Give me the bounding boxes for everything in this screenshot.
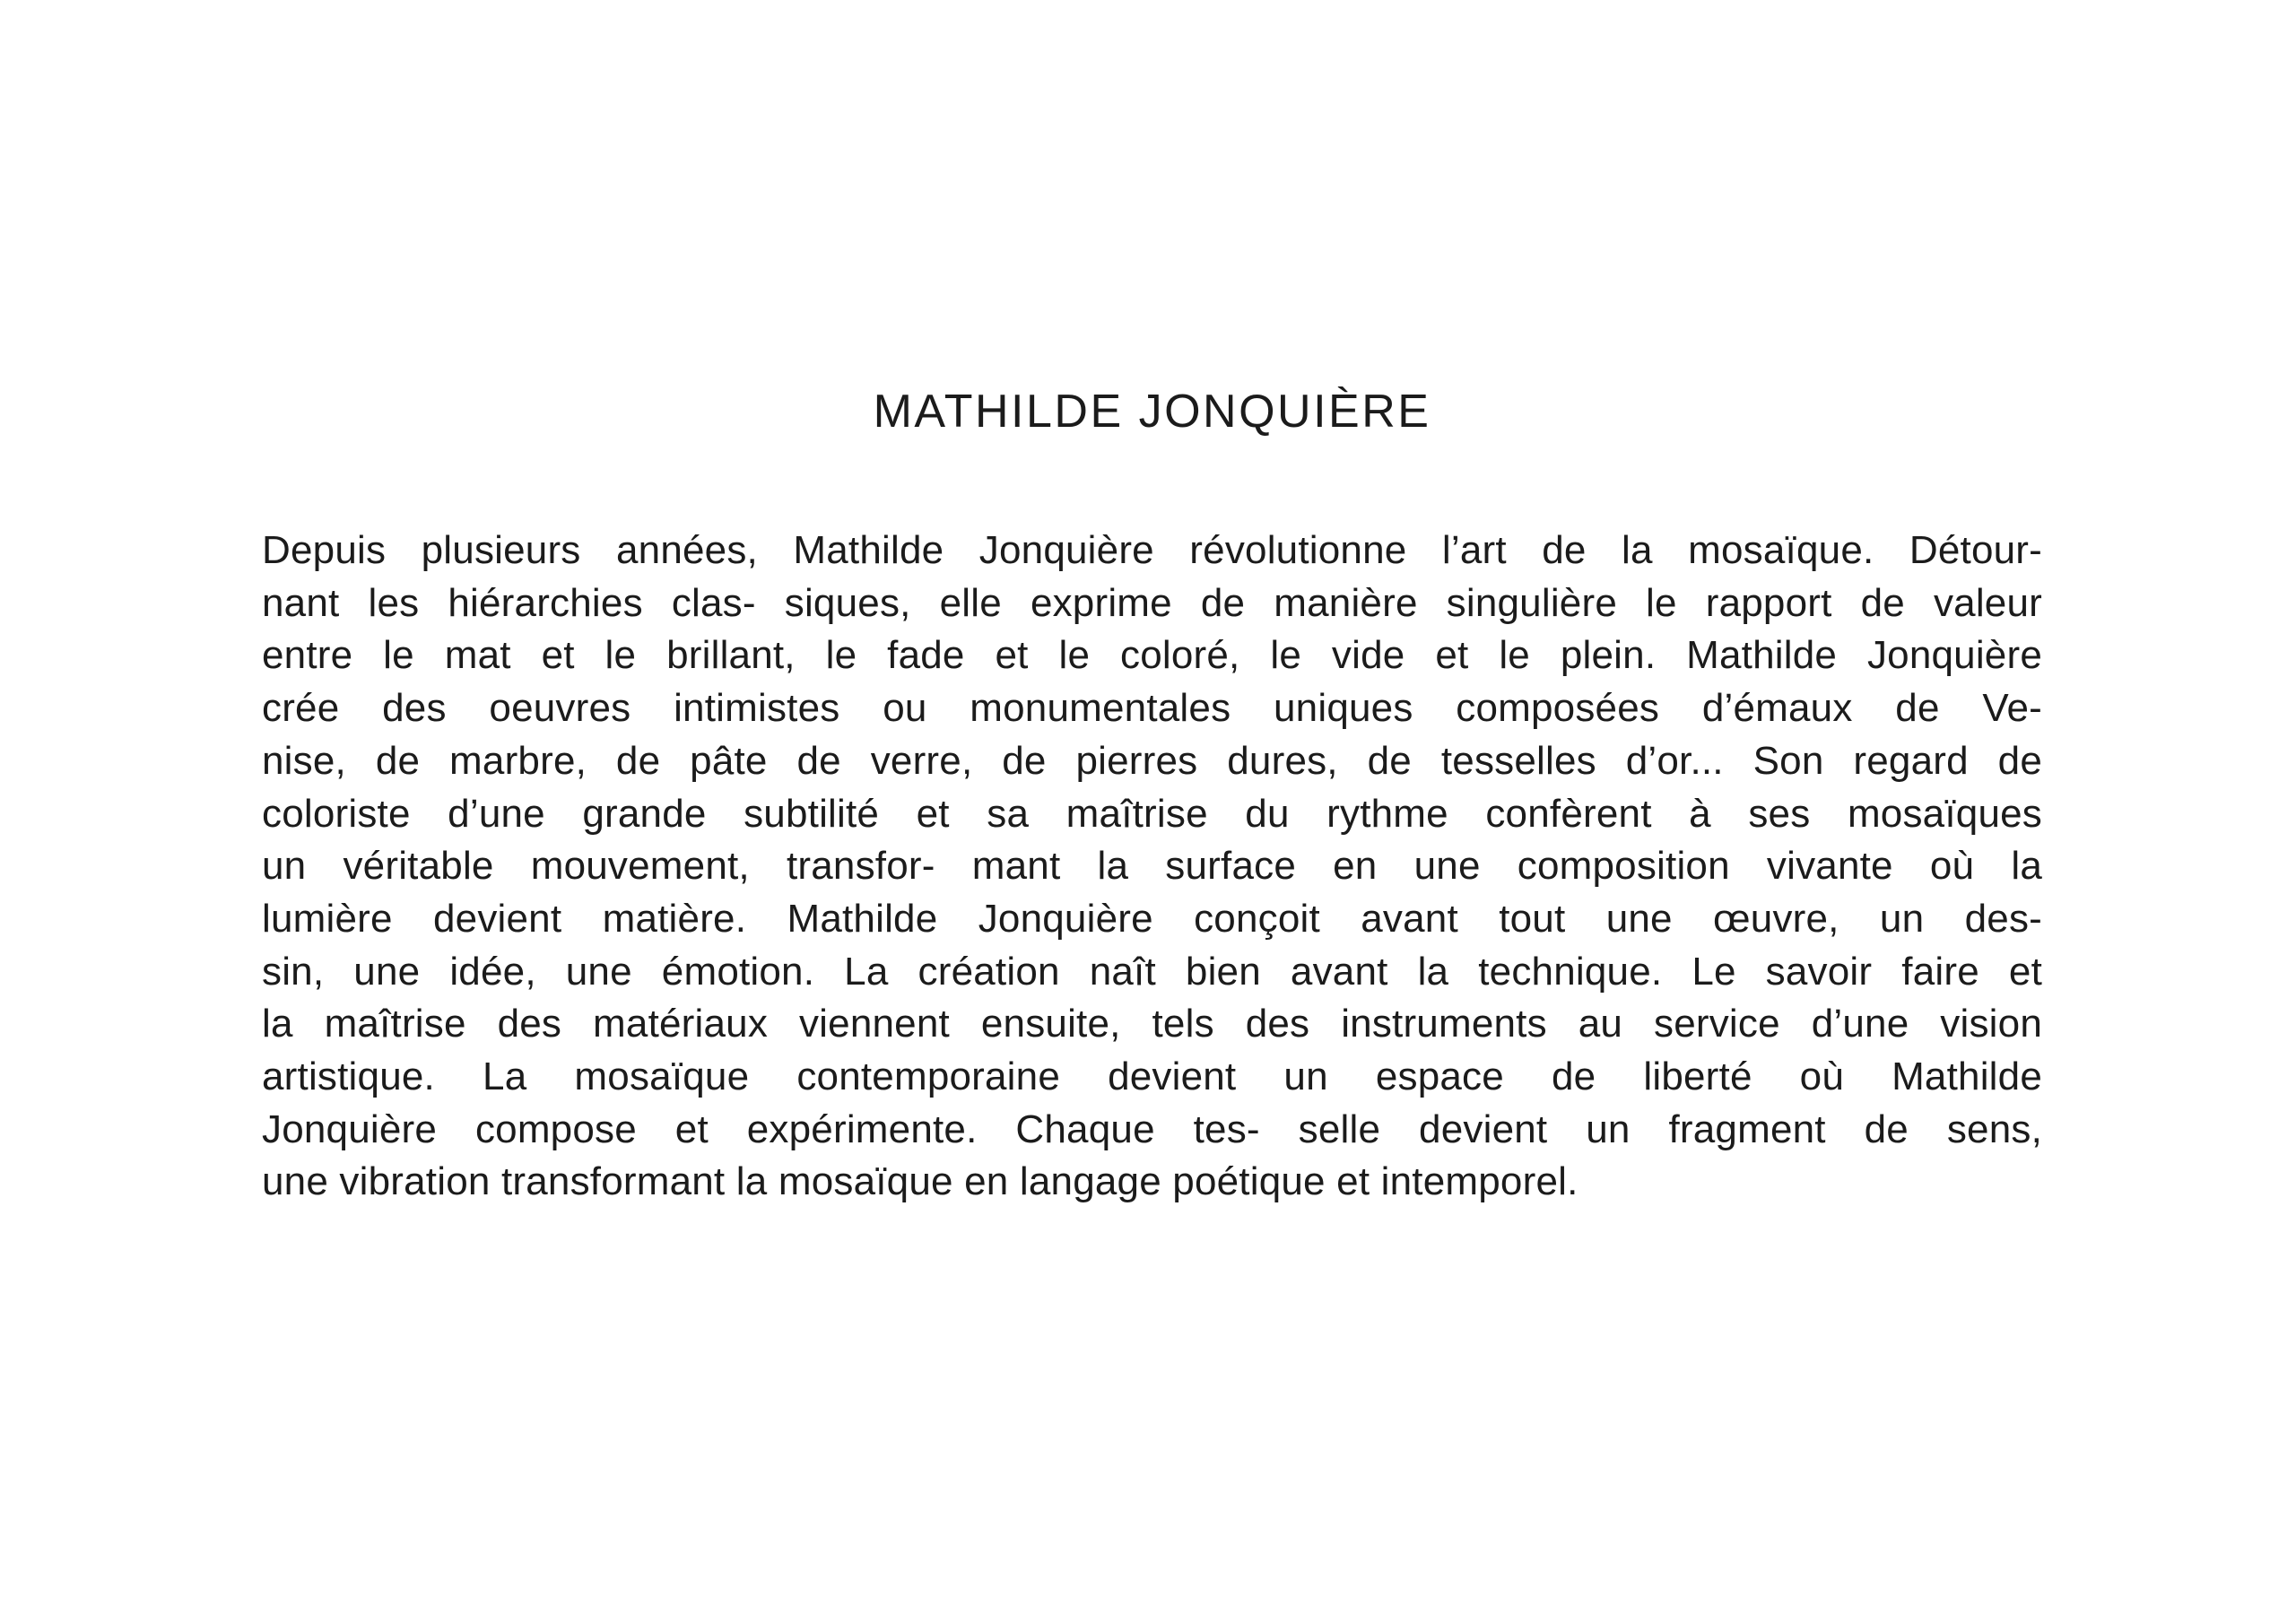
page-title: MATHILDE JONQUIÈRE: [873, 386, 1431, 438]
paragraph-line: crée des oeuvres intimistes ou monumentales uniques composées d’émaux de Ve-: [262, 686, 2042, 731]
paragraph-line: lumière devient matière. Mathilde Jonquière conçoit avant tout une œuvre, un des-: [262, 896, 2042, 941]
paragraph-line: Depuis plusieurs années, Mathilde Jonquière révolutionne l’art de la mosaïque. Détour-: [262, 528, 2042, 572]
paragraph-line: artistique. La mosaïque contemporaine devient un espace de liberté où Mathilde: [262, 1055, 2042, 1099]
paragraph-line: sin, une idée, une émotion. La création naît bien avant la technique. Le savoir faire et: [262, 949, 2042, 994]
paragraph-line: entre le mat et le brillant, le fade et le coloré, le vide et le plein. Mathilde Jonquière: [262, 633, 2042, 678]
paragraph-line: Jonquière compose et expérimente. Chaque tes- selle devient un fragment de sens,: [262, 1107, 2042, 1151]
paragraph-line: coloriste d’une grande subtilité et sa maîtrise du rythme confèrent à ses mosaïques: [262, 791, 2042, 836]
paragraph: [262, 525, 2042, 1209]
paragraph-line: un véritable mouvement, transfor- mant la surface en une composition vivante où la: [262, 844, 2042, 889]
paragraph-line: une vibration transformant la mosaïque en langage poétique et intemporel.: [262, 1159, 1578, 1204]
paragraph-line: la maîtrise des matériaux viennent ensuite, tels des instruments au service d’une vision: [262, 1002, 2042, 1046]
paragraph-line: nant les hiérarchies clas- siques, elle exprime de manière singulière le rapport de valeur: [262, 580, 2042, 625]
paragraph-line: nise, de marbre, de pâte de verre, de pierres dures, de tesselles d’or... Son regard de: [262, 738, 2042, 783]
